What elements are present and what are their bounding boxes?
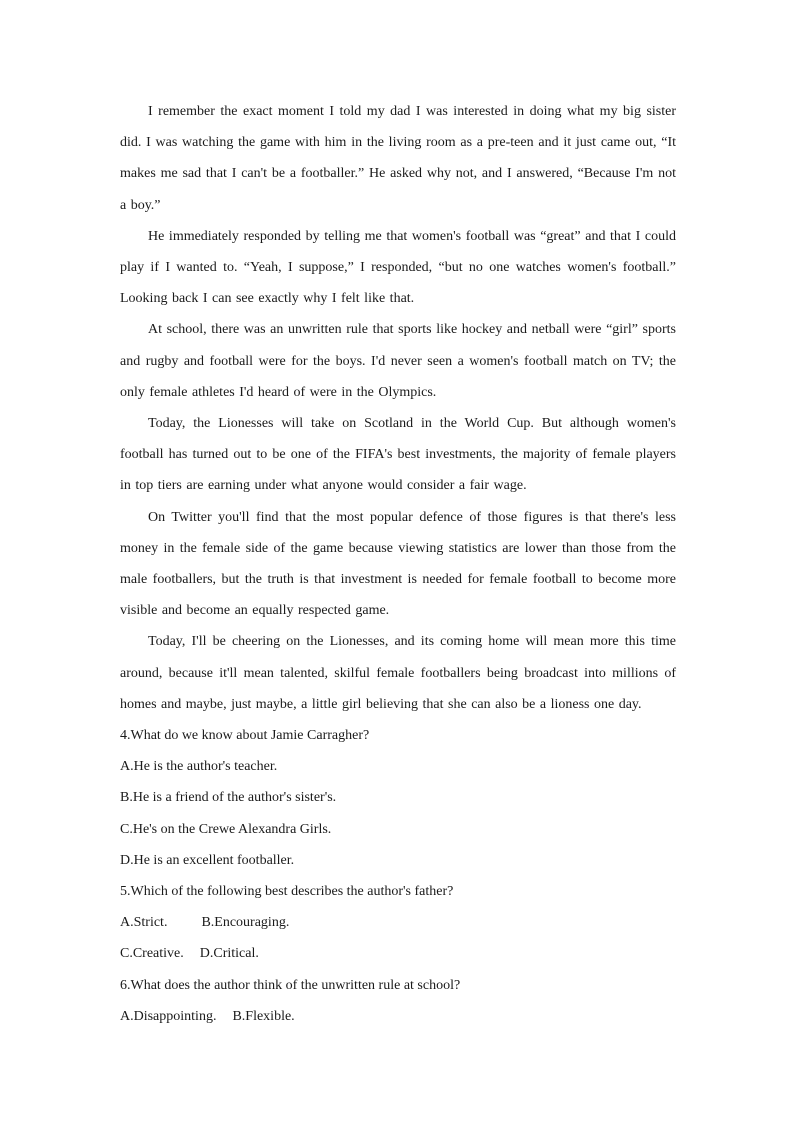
passage-paragraph-2: He immediately responded by telling me that women's football was “great” and that I could play if I wanted to. “Yeah, I suppose,” I responded, “but no one watches women's football.” Looking back I can see exactly why I felt like that. (120, 228, 676, 307)
question-5-option-c: C.Creative. (120, 946, 184, 962)
passage-paragraph-6: Today, I'll be cheering on the Lionesses, and its coming home will mean more this time around, because it'll mean talented, skilful female footballers being broadcast into millions of homes and maybe, just maybe, a little girl believing that she can also be a lioness one day. (120, 634, 676, 712)
question-5-options-row-2 (120, 938, 676, 969)
question-5-option-a: A.Strict. (120, 915, 168, 931)
question-4-option-a: A.He is the author's teacher. (120, 759, 278, 775)
question-5-option-d: D.Critical. (199, 946, 259, 962)
question-5-options-row-1 (120, 907, 676, 938)
question-4-option-c: C.He's on the Crewe Alexandra Girls. (120, 821, 332, 837)
passage-paragraph-3: At school, there was an unwritten rule that sports like hockey and netball were “girl” sports and rugby and football were for the boys. I'd never seen a women's football match on TV; the only female athletes I'd heard of were in the Olympics. (120, 322, 676, 400)
question-4-stem: 4.What do we know about Jamie Carragher? (120, 728, 370, 744)
question-4-option-b: B.He is a friend of the author's sister's. (120, 790, 337, 806)
passage-paragraph-1: I remember the exact moment I told my dad I was interested in doing what my big sister did. I was watching the game with him in the living room as a pre-teen and it just came out, “It makes me sad that I can't be a footballer.” He asked why not, and I answered, “Because I'm not a boy.” (120, 104, 676, 213)
passage-paragraph-4: Today, the Lionesses will take on Scotland in the World Cup. But although women's football has turned out to be one of the FIFA's best investments, the majority of female players in top tiers are earning under what anyone would consider a fair wage. (120, 416, 676, 494)
question-6-options-row-1 (120, 1001, 676, 1032)
question-5-stem: 5.Which of the following best describes the author's father? (120, 884, 454, 900)
question-6-stem: 6.What does the author think of the unwritten rule at school? (120, 977, 461, 993)
question-5-option-b: B.Encouraging. (201, 915, 290, 931)
document-page (120, 96, 676, 1032)
question-6-option-b: B.Flexible. (232, 1008, 295, 1024)
passage-paragraph-5: On Twitter you'll find that the most popular defence of those figures is that there's less money in the female side of the game because viewing statistics are lower than those from the male footballers, but the truth is that investment is needed for female football to become more visible and become an equally respected game. (120, 509, 676, 619)
question-4-option-d: D.He is an excellent footballer. (120, 852, 295, 868)
question-6-option-a: A.Disappointing. (120, 1008, 217, 1024)
